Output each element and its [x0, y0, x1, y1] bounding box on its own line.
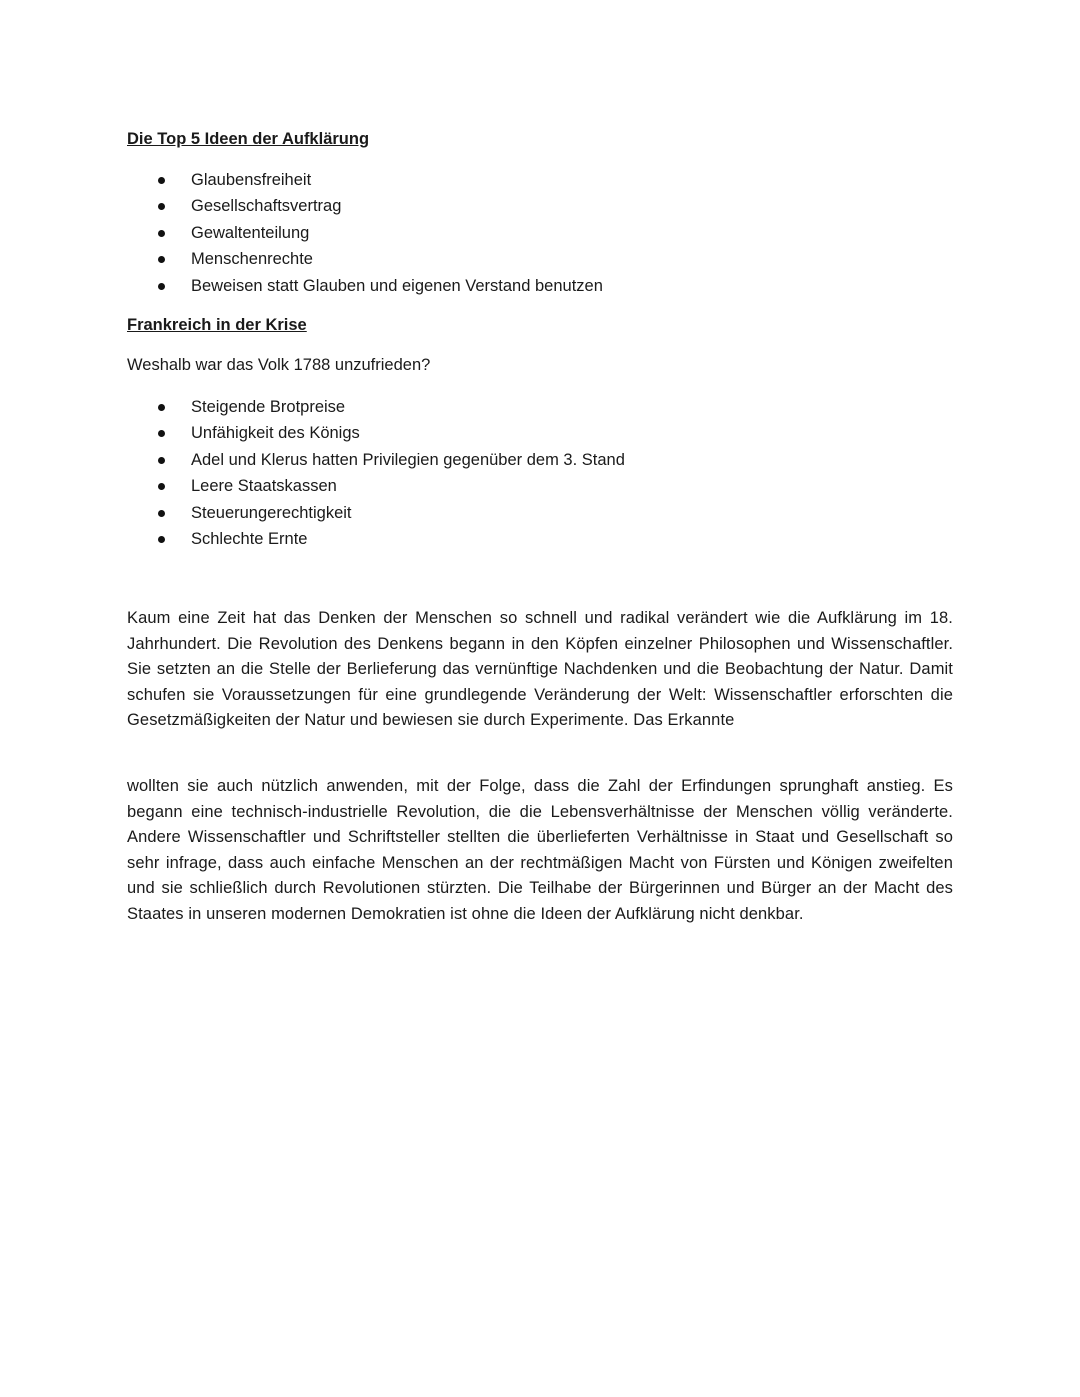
paragraph-enlightenment-1: Kaum eine Zeit hat das Denken der Menschen so schnell und radikal verändert wie die Aufklärung im 18. Jahrhundert. Die Revolution des Denkens begann in den Köpfen einzelner Philosophen und Wissenschaftler. Sie setzten an die Stelle der Berlieferung das vernünftige Nachdenken und die Beobachtung der Natur. Damit schufen sie Voraussetzungen für eine grundlegende Veränderung der Welt: Wissenschaftler erforschten die Gesetzmäßigkeiten der Natur und bewiesen sie durch Experimente. Das Erkannte — [127, 609, 953, 729]
bullet-icon — [158, 510, 165, 517]
bullet-icon — [158, 536, 165, 543]
paragraph-enlightenment-2: wollten sie auch nützlich anwenden, mit der Folge, dass die Zahl der Erfindungen sprunghaft anstieg. Es begann eine technisch-industrielle Revolution, die die Lebensverhältnisse der Menschen völlig veränderte. Andere Wissenschaftler und Schriftsteller stellten die überlieferten Verhältnisse in Staat und Gesellschaft so sehr infrage, dass auch einfache Menschen an der rechtmäßigen Macht von Fürsten und Königen zweifelten und sie schließlich durch Revolutionen stürzten. Die Teilhabe der Bürgerinnen und Bürger an der Macht des Staates in unseren modernen Demokratien ist ohne die Ideen der Aufklärung nicht denkbar. — [127, 777, 953, 923]
bullet-icon — [158, 283, 165, 290]
bullet-icon — [158, 483, 165, 490]
bullet-icon — [158, 256, 165, 263]
question-text: Weshalb war das Volk 1788 unzufrieden? — [127, 356, 431, 374]
bullet-icon — [158, 404, 165, 411]
bullet-icon — [158, 457, 165, 464]
heading-france-crisis: Frankreich in der Krise — [127, 316, 307, 334]
heading-ideas-enlightenment: Die Top 5 Ideen der Aufklärung — [127, 130, 370, 148]
bullet-icon — [158, 177, 165, 184]
bullet-icon — [158, 430, 165, 437]
bullet-icon — [158, 203, 165, 210]
document-page: Die Top 5 Ideen der Aufklärung Glaubensfreiheit Gesellschaftsvertrag Gewaltenteilung Menschenrechte Beweisen statt Glauben und eigenen Verstand benutzen Frankreich in der Krise Weshalb war das Volk 1788 unzufrieden? Steigende Brotpreise Unfähigkeit des Königs Adel und Klerus hatten Privilegien gegenüber dem 3. Stand Leere Staatskassen Steuerungerechtigkeit Schlechte Ernte Kaum eine Zeit hat das Denken der Menschen so schnell und radikal verändert wie die Aufklärung im 18. Jahrhundert. Die Revolution des Denkens begann in den Köpfen einzelner Philosophen und Wissenschaftler. Sie setzten an die Stelle der Berlieferung das vernünftige Nachdenken und die Beobachtung der Natur. Damit schufen sie Voraussetzungen für eine grundlegende Veränderung der Welt: Wissenschaftler erforschten die Gesetzmäßigkeiten der Natur und bewiesen sie durch Experimente. Das Erkannte wollten sie auch nützlich anwenden, mit der Folge, dass die Zahl der Erfindungen sprunghaft anstieg. Es begann eine technisch-industrielle Revolution, die die Lebensverhältnisse der Menschen völlig veränderte. Andere Wissenschaftler und Schriftsteller stellten die überlieferten Verhältnisse in Staat und Gesellschaft so sehr infrage, dass auch einfache Menschen an der rechtmäßigen Macht von Fürsten und Königen zweifelten und sie schließlich durch Revolutionen stürzten. Die Teilhabe der Bürgerinnen und Bürger an der Macht des Staates in unseren modernen Demokratien ist ohne die Ideen der Aufklärung nicht denkbar. — [0, 0, 1080, 1397]
bullet-icon — [158, 230, 165, 237]
